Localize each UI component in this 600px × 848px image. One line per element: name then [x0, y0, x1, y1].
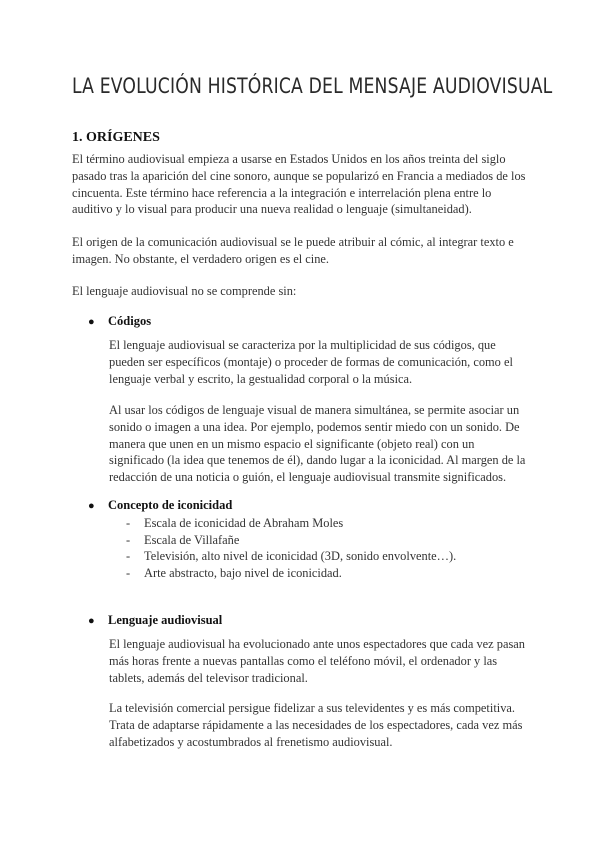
codigos-paragraph-2: Al usar los códigos de lenguaje visual de manera simultánea, se permite asociar un sonido o imagen a una idea. Por ejemplo, podemos sentir miedo con un sonido. De manera que unen en un mismo espacio el significante (objeto real) con un significado (la idea que tenemos de él), dando lugar a la iconicidad. Al margen de la redacción de una noticia o guión, el lenguaje audiovisual transmite significados. [109, 403, 526, 485]
lead-paragraph: El lenguaje audiovisual no se comprende sin: [72, 284, 297, 298]
dash-icon: - [126, 532, 131, 547]
list-item: - Arte abstracto, bajo nivel de iconicidad. [126, 565, 342, 580]
list-item: - Televisión, alto nivel de iconicidad (3D, sonido envolvente…). [126, 549, 457, 564]
bullet-dot-icon: ● [88, 500, 95, 512]
bullet-dot-icon: ● [88, 615, 95, 627]
list-item: - Escala de iconicidad de Abraham Moles [126, 516, 344, 530]
bullet-heading-codigos: Códigos [108, 314, 152, 328]
section-heading: 1. ORÍGENES [72, 130, 160, 145]
document-title: LA EVOLUCIÓN HISTÓRICA DEL MENSAJE AUDIOVISUAL [72, 74, 553, 98]
bullet-heading-iconicidad: Concepto de iconicidad [108, 498, 233, 512]
origin-paragraph: El origen de la comunicación audiovisual se le puede atribuir al cómic, al integrar texto e imagen. No obstante, el verdadero origen es el cine. [72, 235, 514, 266]
bullet-codigos [88, 314, 151, 329]
bullet-iconicidad [88, 498, 232, 513]
iconicidad-list [126, 516, 456, 582]
dash-icon: - [126, 565, 131, 580]
codigos-paragraph-1: El lenguaje audiovisual se caracteriza por la multiplicidad de sus códigos, que pueden ser específicos (montaje) o proceder de formas de comunicación, como el lenguaje verbal y escrito, la gestualidad corporal o la música. [109, 338, 513, 386]
bullet-heading-lenguaje: Lenguaje audiovisual [108, 613, 223, 627]
dash-icon: - [126, 516, 131, 530]
bullet-lenguaje [88, 613, 222, 628]
bullet-dot-icon: ● [88, 316, 95, 328]
lenguaje-paragraph-1: El lenguaje audiovisual ha evolucionado ante unos espectadores que cada vez pasan más horas frente a nuevas pantallas como el teléfono móvil, el ordenador y las tablets, además del televisor tradicional. [109, 637, 525, 685]
lenguaje-paragraph-2: La televisión comercial persigue fidelizar a sus televidentes y es más competitiva. Trata de adaptarse rápidamente a las necesidades de los espectadores, cada vez más alfabetizados y acostumbrados al frenetismo audiovisual. [109, 701, 523, 749]
list-item: - Escala de Villafañe [126, 532, 240, 547]
intro-paragraph: El término audiovisual empieza a usarse en Estados Unidos en los años treinta del siglo pasado tras la aparición del cine sonoro, aunque se popularizó en Francia a mediados de los cincuenta. Este término hace referencia a la integración e interrelación plena entre lo auditivo y lo visual para producir una nueva realidad o lenguaje (simultaneidad). [72, 152, 526, 217]
dash-icon: - [126, 549, 131, 564]
